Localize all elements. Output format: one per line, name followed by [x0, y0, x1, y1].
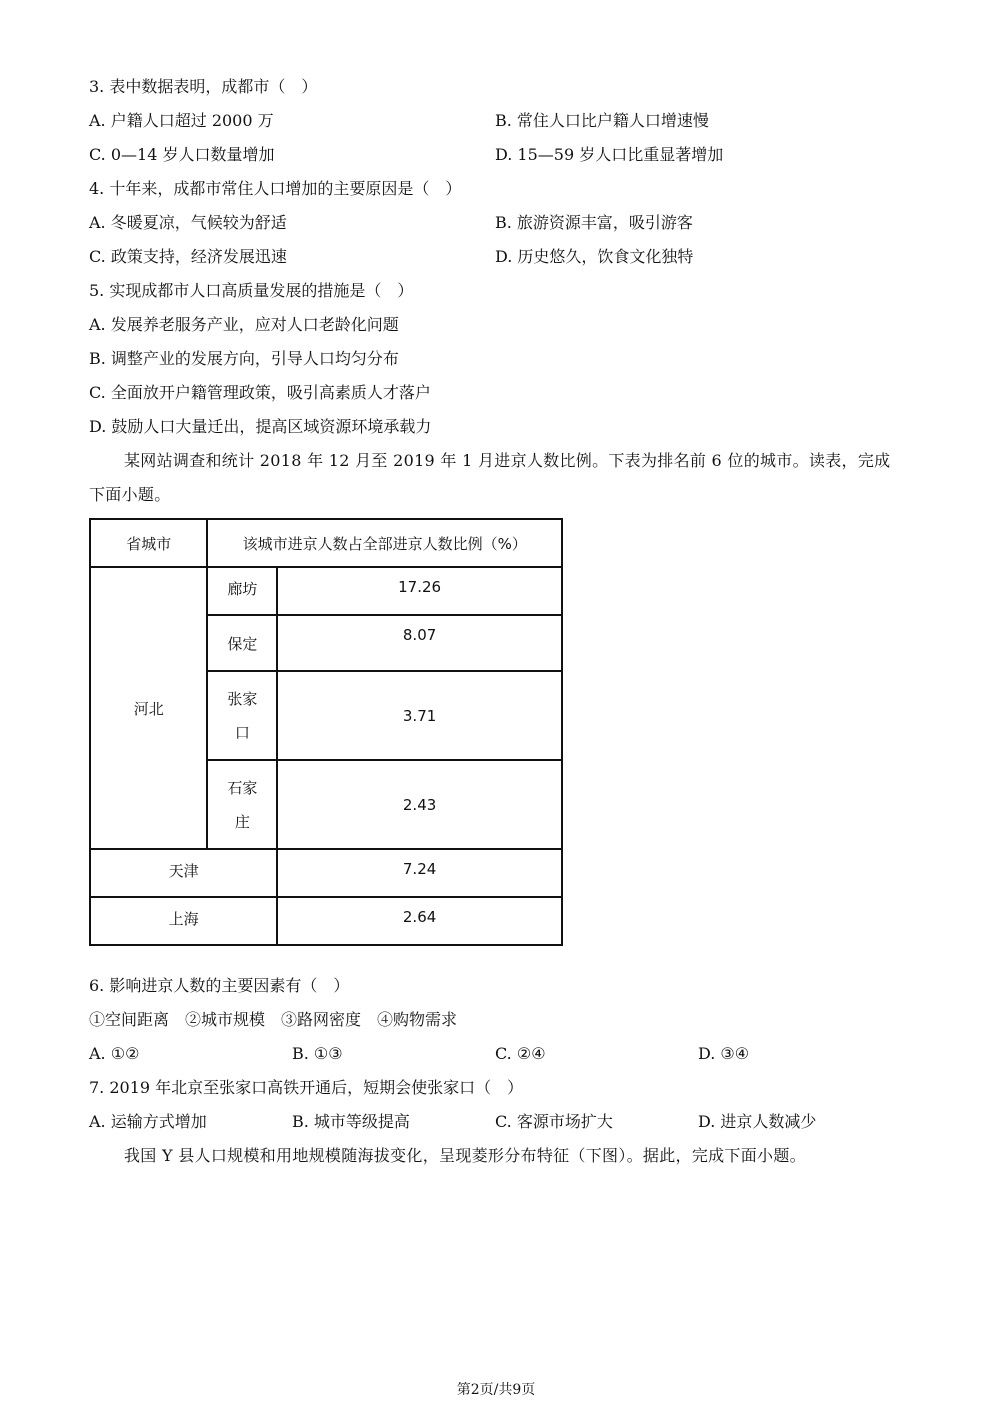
q3-option-d: D. 15—59 岁人口比重显著增加 — [495, 145, 724, 164]
value-cell: 17.26 — [277, 567, 562, 615]
migration-table — [89, 518, 563, 946]
city-cell — [207, 760, 277, 849]
q7-stem: 7. 2019 年北京至张家口高铁开通后，短期会使张家口（ ） — [89, 1078, 524, 1097]
city-cell — [207, 671, 277, 760]
intro-paragraph-beijing: 某网站调查和统计 2018 年 12 月至 2019 年 1 月进京人数比例。下表为排名前 6 位的城市。读表，完成下面小题。 — [89, 451, 891, 504]
value-cell: 8.07 — [277, 615, 562, 671]
city-cell: 天津 — [90, 849, 277, 897]
q6-option-d: D. ③④ — [698, 1044, 750, 1063]
q4-option-a: A. 冬暖夏凉，气候较为舒适 — [89, 213, 287, 232]
q4-option-c: C. 政策支持，经济发展迅速 — [89, 247, 287, 266]
q4-stem: 4. 十年来，成都市常住人口增加的主要原因是（ ） — [89, 179, 462, 198]
header-province-city: 省城市 — [90, 519, 207, 567]
city-name-line1: 石家 — [227, 778, 258, 797]
city-cell: 廊坊 — [207, 567, 277, 615]
value-cell: 2.64 — [277, 897, 562, 945]
q6-factors: ①空间距离 ②城市规模 ③路网密度 ④购物需求 — [89, 1010, 458, 1029]
q5-option-c: C. 全面放开户籍管理政策，吸引高素质人才落户 — [89, 383, 431, 402]
q7-option-d: D. 进京人数减少 — [698, 1112, 817, 1131]
city-cell: 保定 — [207, 615, 277, 671]
q6-option-a: A. ①② — [89, 1044, 140, 1063]
q5-option-a: A. 发展养老服务产业，应对人口老龄化问题 — [89, 315, 399, 334]
city-name-line2: 庄 — [234, 812, 250, 831]
q5-option-d: D. 鼓励人口大量迁出，提高区域资源环境承载力 — [89, 417, 432, 436]
q3-stem: 3. 表中数据表明，成都市（ ） — [89, 77, 318, 96]
value-cell: 2.43 — [277, 760, 562, 849]
q5-option-b: B. 调整产业的发展方向，引导人口均匀分布 — [89, 349, 399, 368]
q6-option-b: B. ①③ — [292, 1044, 343, 1063]
q4-option-b: B. 旅游资源丰富，吸引游客 — [495, 213, 693, 232]
table-row — [90, 897, 562, 945]
table-row — [90, 567, 562, 615]
q5-stem: 5. 实现成都市人口高质量发展的措施是（ ） — [89, 281, 414, 300]
q4-option-d: D. 历史悠久，饮食文化独特 — [495, 247, 694, 266]
city-name-line2: 口 — [234, 723, 250, 742]
q6-stem: 6. 影响进京人数的主要因素有（ ） — [89, 976, 350, 995]
value-cell: 3.71 — [277, 671, 562, 760]
table-header-row — [90, 519, 562, 567]
q7-option-c: C. 客源市场扩大 — [495, 1112, 613, 1131]
intro-paragraph-y-county: 我国 Y 县人口规模和用地规模随海拔变化，呈现菱形分布特征（下图）。据此，完成下面小题。 — [124, 1146, 806, 1165]
province-hebei: 河北 — [90, 567, 207, 849]
q7-option-a: A. 运输方式增加 — [89, 1112, 207, 1131]
table-row — [90, 849, 562, 897]
city-name-line1: 张家 — [227, 689, 258, 708]
header-ratio: 该城市进京人数占全部进京人数比例（%） — [207, 519, 562, 567]
page-number: 第2页/共9页 — [456, 1382, 536, 1398]
q6-option-c: C. ②④ — [495, 1044, 546, 1063]
value-cell: 7.24 — [277, 849, 562, 897]
q3-option-c: C. 0—14 岁人口数量增加 — [89, 145, 275, 164]
q7-option-b: B. 城市等级提高 — [292, 1112, 410, 1131]
q3-option-a: A. 户籍人口超过 2000 万 — [89, 111, 274, 130]
city-cell: 上海 — [90, 897, 277, 945]
q3-option-b: B. 常住人口比户籍人口增速慢 — [495, 111, 709, 130]
